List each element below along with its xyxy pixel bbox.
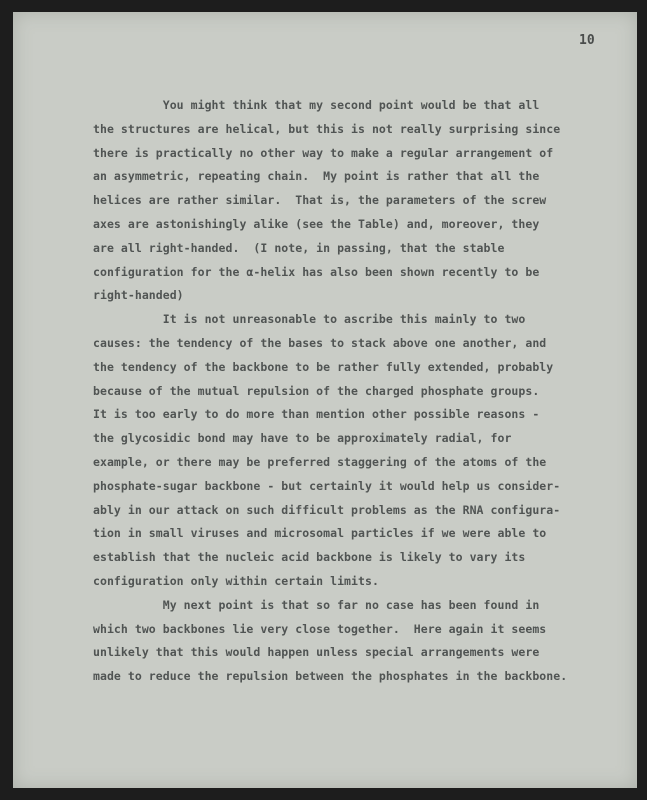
text-line: configuration for the α-helix has also been shown recently to be xyxy=(93,264,540,279)
text-line: It is too early to do more than mention other possible reasons - xyxy=(93,407,540,422)
text-line: configuration only within certain limits. xyxy=(93,573,379,588)
text-line: axes are astonishingly alike (see the Table) and, moreover, they xyxy=(93,216,540,231)
text-line: tion in small viruses and microsomal particles if we were able to xyxy=(93,526,547,541)
text-line: the tendency of the backbone to be rather fully extended, probably xyxy=(93,359,554,374)
text-line: establish that the nucleic acid backbone is likely to vary its xyxy=(93,550,526,565)
page-number: 10 xyxy=(579,33,595,48)
text-line: the structures are helical, but this is not really surprising since xyxy=(93,121,561,136)
text-line: right-handed) xyxy=(93,288,184,303)
typed-body-text xyxy=(93,94,633,689)
text-line: causes: the tendency of the bases to stack above one another, and xyxy=(93,335,547,350)
text-line: My next point is that so far no case has been found in xyxy=(93,597,540,612)
text-line: phosphate-sugar backbone - but certainly it would help us consider- xyxy=(93,478,561,493)
text-line: are all right-handed. (I note, in passing, that the stable xyxy=(93,240,505,255)
text-line: made to reduce the repulsion between the phosphates in the backbone. xyxy=(93,669,568,684)
text-line: there is practically no other way to make a regular arrangement of xyxy=(93,145,554,160)
text-line: the glycosidic bond may have to be approximately radial, for xyxy=(93,431,512,446)
typed-page xyxy=(13,12,637,788)
text-line: You might think that my second point would be that all xyxy=(93,98,540,112)
text-line: unlikely that this would happen unless special arrangements were xyxy=(93,645,540,660)
text-line: example, or there may be preferred staggering of the atoms of the xyxy=(93,454,547,469)
text-line: because of the mutual repulsion of the charged phosphate groups. xyxy=(93,383,540,398)
text-line: ably in our attack on such difficult problems as the RNA configura- xyxy=(93,502,561,517)
text-line: It is not unreasonable to ascribe this mainly to two xyxy=(93,312,526,327)
text-line: which two backbones lie very close together. Here again it seems xyxy=(93,621,547,636)
text-line: helices are rather similar. That is, the parameters of the screw xyxy=(93,193,547,208)
text-line: an asymmetric, repeating chain. My point is rather that all the xyxy=(93,169,540,184)
